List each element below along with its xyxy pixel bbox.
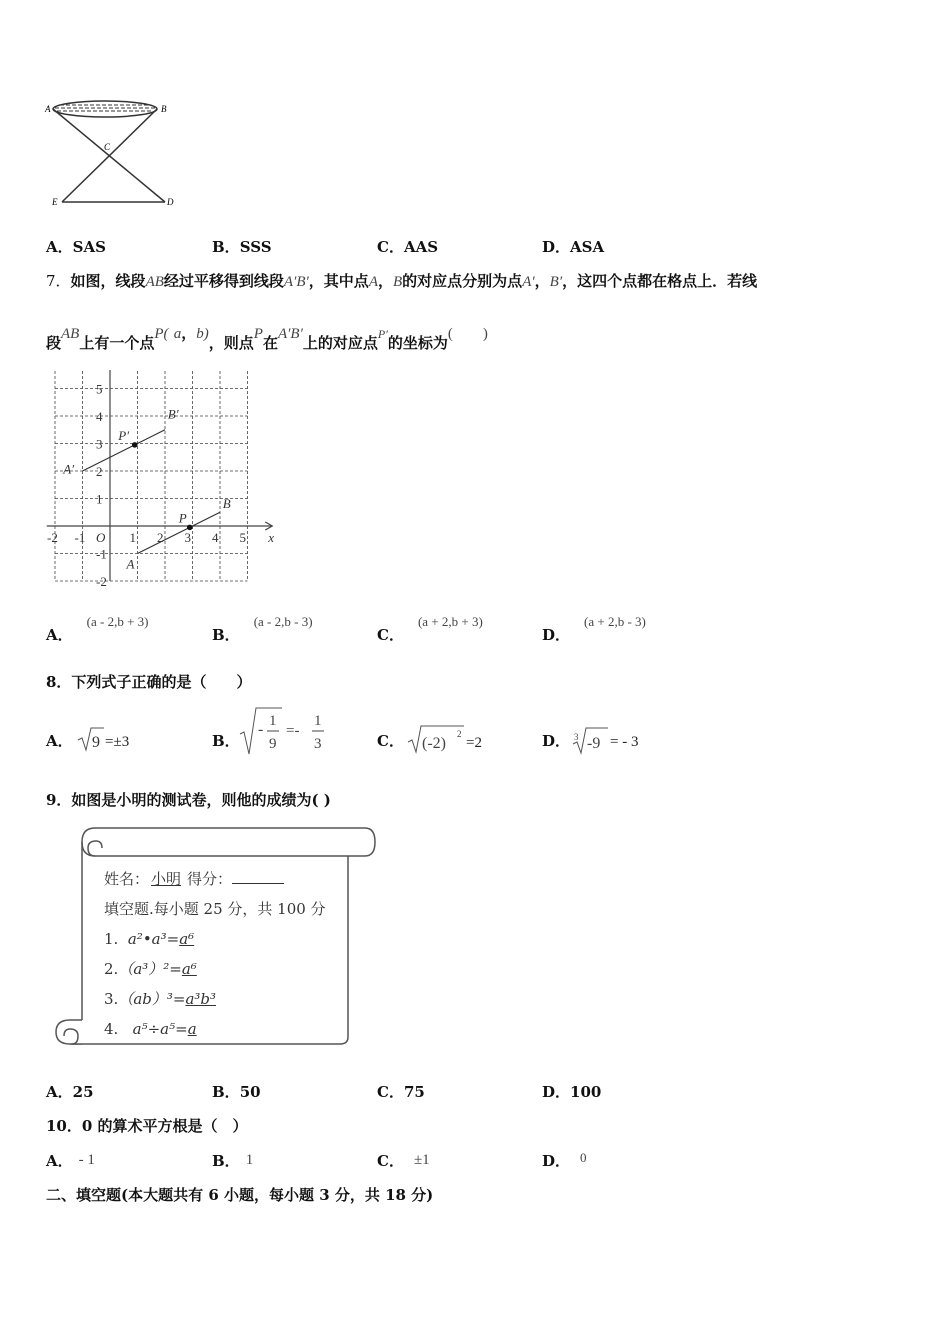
q7-option-c[interactable] (377, 614, 483, 645)
rhs-num: 1 (314, 713, 322, 729)
option-letter: D． (542, 1083, 571, 1101)
option-text: 25 (72, 1083, 94, 1101)
option-expr: (a + 2,b + 3) (417, 614, 483, 629)
math-a-var: a (173, 326, 182, 342)
q9-option-d[interactable] (542, 1081, 601, 1102)
q7-stem-line1 (46, 270, 757, 291)
q9-paper-content (104, 864, 346, 1044)
option-letter: C． (377, 1152, 404, 1170)
option-text: 100 (570, 1083, 602, 1101)
y-tick-label: -2 (96, 574, 107, 589)
x-tick-label: -2 (47, 530, 58, 545)
q7-number: 7． (46, 272, 71, 290)
q6-label-d: D (167, 197, 174, 207)
score-blank (232, 869, 284, 884)
item-question: a⁵÷a⁵= (132, 1020, 188, 1038)
option-text: AAS (403, 238, 439, 256)
q10-stem: 10．0 的算术平方根是（ ） (46, 1117, 248, 1135)
item-question: （ab）³= (118, 990, 186, 1008)
math-pp: P′ (377, 327, 388, 341)
math-p: P (253, 326, 263, 342)
neg-sign: - (258, 721, 264, 738)
math-apbp: A′B′ (283, 274, 309, 290)
option-letter: B． (212, 1083, 240, 1101)
q8-option-d[interactable] (542, 730, 570, 751)
item-answer: a⁶ (181, 960, 197, 978)
answer-blank[interactable]: ( ) (447, 326, 488, 342)
option-expr: (a - 2,b - 3) (253, 614, 313, 629)
stem-text: 段 (46, 334, 62, 352)
frac-den: 9 (269, 736, 277, 752)
q9-option-b[interactable] (212, 1081, 261, 1102)
stem-text: ， (534, 272, 550, 290)
label-p: P (178, 510, 187, 526)
option-text: ±1 (413, 1152, 430, 1168)
q6-option-b[interactable] (212, 236, 272, 257)
radicand: (-2) (422, 735, 446, 752)
rhs-den: 3 (314, 736, 322, 752)
q6-label-b: B (161, 104, 167, 114)
q8-option-b[interactable] (212, 730, 240, 751)
y-tick-label: 4 (96, 409, 103, 424)
y-tick-label: 5 (96, 381, 103, 397)
x-tick-label: 1 (129, 530, 136, 545)
option-text: - 1 (78, 1152, 95, 1168)
x-tick-label: -1 (74, 530, 86, 545)
option-letter: B． (212, 238, 240, 256)
option-letter: B． (212, 732, 240, 750)
frac-num: 1 (269, 713, 277, 729)
root-index: 3 (574, 732, 579, 742)
x-tick-label: O (96, 530, 106, 545)
item-answer: a (187, 1020, 197, 1038)
q7-option-a[interactable] (46, 614, 149, 645)
option-letter: C． (377, 238, 404, 256)
stem-text: 上有一个点 (79, 334, 155, 352)
option-letter: A． (46, 1083, 73, 1101)
paper-item-2 (104, 954, 346, 984)
math-b: B (393, 274, 403, 290)
option-text: SSS (239, 238, 272, 256)
paper-instructions: 填空题.每小题 25 分，共 100 分 (104, 900, 326, 918)
option-letter: B． (212, 1152, 240, 1170)
rhs-pre: =- (286, 723, 300, 739)
paper-name-row (104, 864, 346, 894)
item-num: 1. (104, 930, 119, 948)
option-letter: B． (212, 626, 240, 644)
label-ap: A′ (63, 461, 75, 477)
stem-text: 经过平移得到线段 (163, 272, 284, 290)
q9-stem: 9．如图是小明的测试卷，则他的成绩为( ) (46, 791, 331, 809)
q7-option-b[interactable] (212, 614, 313, 645)
y-tick-label: 2 (96, 464, 103, 479)
q10-option-d[interactable] (542, 1150, 587, 1171)
option-letter: A． (46, 626, 73, 644)
math-bp: B′ (549, 274, 563, 290)
stem-text: ，其中点 (308, 272, 369, 290)
option-letter: A． (46, 732, 73, 750)
q6-option-d[interactable] (542, 236, 604, 257)
option-letter: A． (46, 1152, 73, 1170)
math-a: A (368, 274, 378, 290)
stem-text: ， (181, 324, 197, 342)
q8-a-expr (76, 722, 156, 754)
stem-text: ，这四个点都在格点上．若线 (562, 272, 758, 290)
q6-option-c[interactable] (377, 236, 438, 257)
option-letter: D． (542, 238, 571, 256)
q7-coordinate-graph (40, 370, 285, 590)
radicand: -9 (587, 735, 601, 752)
option-letter: A． (46, 238, 73, 256)
q8-stem: 8．下列式子正确的是（ ） (46, 673, 252, 691)
option-expr: (a - 2,b + 3) (86, 614, 149, 629)
q10-option-a[interactable] (46, 1150, 95, 1171)
section-2-heading: 二、填空题(本大题共有 6 小题，每小题 3 分，共 18 分) (46, 1186, 434, 1204)
paper-item-4 (104, 1014, 346, 1044)
exponent: 2 (457, 729, 462, 739)
stem-text: 的坐标为 (387, 334, 448, 352)
q9-option-a[interactable] (46, 1081, 94, 1102)
q9-option-c[interactable] (377, 1081, 425, 1102)
score-label: 得分： (187, 870, 233, 888)
q6-label-c: C (104, 142, 111, 152)
option-letter: C． (377, 732, 404, 750)
x-tick-label: 2 (157, 530, 164, 545)
math-p: P( (154, 326, 169, 342)
math-b-var: b) (196, 326, 209, 342)
option-expr: (a + 2,b - 3) (584, 614, 646, 629)
label-pp: P′ (118, 428, 130, 443)
q8-d-expr (570, 722, 660, 756)
label-bp: B′ (167, 406, 179, 422)
stem-text: 的对应点分别为点 (402, 272, 523, 290)
option-text: 1 (245, 1152, 254, 1168)
item-num: 2. (104, 960, 119, 978)
item-answer: a³b³ (185, 990, 217, 1008)
stem-text: ， (377, 272, 393, 290)
option-text: ASA (570, 238, 605, 256)
q8-c-expr (406, 722, 496, 756)
label-b: B (222, 496, 231, 511)
radicand: 9 (92, 734, 100, 751)
option-letter: C． (377, 626, 404, 644)
y-tick-label: 3 (96, 436, 103, 452)
rhs: =±3 (105, 734, 130, 750)
q6-label-a: A (45, 104, 51, 114)
q8-option-a[interactable] (46, 730, 73, 751)
item-num: 3. (104, 990, 119, 1008)
option-letter: D． (542, 626, 571, 644)
option-letter: D． (542, 732, 571, 750)
stem-text: 如图，线段 (70, 272, 146, 290)
x-axis-label: x (268, 530, 275, 545)
point-pp (132, 442, 138, 448)
q6-figure (40, 95, 180, 210)
y-tick-label: 1 (96, 491, 103, 507)
q10-option-c[interactable] (377, 1150, 430, 1171)
option-text: 0 (580, 1150, 587, 1165)
rhs: = - 3 (610, 734, 639, 750)
item-question: a²•a³= (127, 930, 180, 948)
stem-text: ，则点 (208, 334, 254, 352)
x-tick-label: 5 (239, 530, 246, 545)
option-letter: C． (377, 1083, 404, 1101)
stem-text: 上的对应点 (302, 334, 378, 352)
q7-option-d[interactable] (542, 614, 646, 645)
item-question: （a³）²= (118, 960, 182, 978)
option-text: SAS (72, 238, 106, 256)
x-tick-label: 4 (212, 530, 219, 545)
option-text: 75 (403, 1083, 425, 1101)
paper-item-1 (104, 924, 346, 954)
rhs: =2 (466, 735, 482, 751)
q8-b-expr (238, 704, 338, 758)
q8-option-c[interactable] (377, 730, 404, 751)
point-p (187, 525, 193, 531)
option-letter: D． (542, 1152, 571, 1170)
label-a: A (126, 556, 135, 572)
math-ab: AB (145, 274, 164, 290)
math-apbp: A′B′ (277, 326, 303, 342)
x-tick-label: 3 (184, 530, 191, 545)
name-value: 小明 (151, 870, 182, 888)
paper-item-3 (104, 984, 346, 1014)
name-label: 姓名： (104, 870, 150, 888)
item-num: 4. (104, 1020, 119, 1038)
q6-label-e: E (52, 197, 58, 207)
y-tick-label: -1 (96, 546, 107, 562)
stem-text: 在 (262, 334, 278, 352)
q10-option-b[interactable] (212, 1150, 253, 1171)
math-ap: A′ (522, 274, 535, 290)
q6-option-a[interactable] (46, 236, 106, 257)
item-answer: a⁶ (179, 930, 195, 948)
math-ab: AB (61, 326, 80, 342)
option-text: 50 (239, 1083, 261, 1101)
q7-stem-line2 (46, 322, 488, 352)
